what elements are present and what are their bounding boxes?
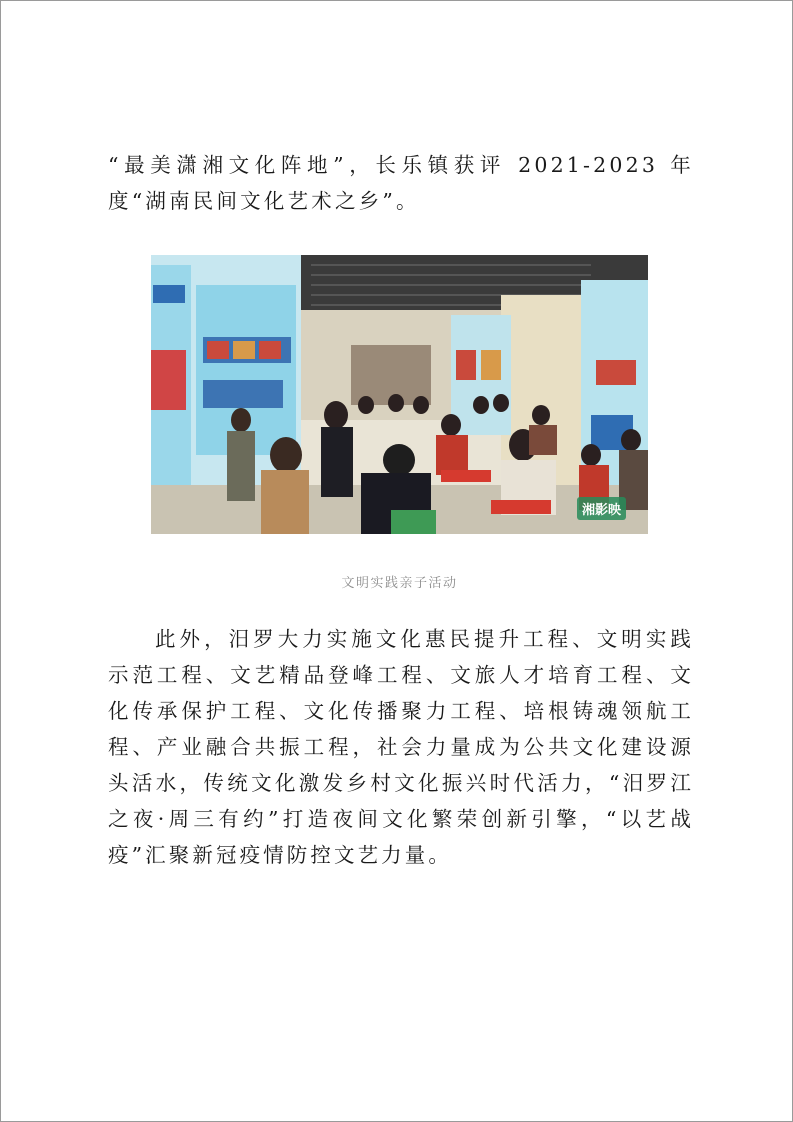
photo-exhibition-hall-icon [151,255,648,534]
photo-caption: 文明实践亲子活动 [341,576,458,591]
paragraph-intro: “最美潇湘文化阵地”，长乐镇获评 2021-2023 年度“湖南民间文化艺术之乡”。 [108,153,694,213]
paragraph-body: 此外，汨罗大力实施文化惠民提升工程、文明实践示范工程、文艺精品登峰工程、文旅人才培育工程、文化传承保护工程、文化传播聚力工程、培根铸魂领航工程、产业融合共振工程，社会力量成为公共文化建设源头活水，传统文化激发乡村文化振兴时代活力，“汨罗江之夜·周三有约”打造夜间文化繁荣创新引擎，“以艺战疫”汇聚新冠疫情防控文艺力量。 [108,627,694,867]
photo-watermark [577,497,626,520]
event-photo [151,255,648,534]
watermark-text: 湘影映 [581,503,621,518]
